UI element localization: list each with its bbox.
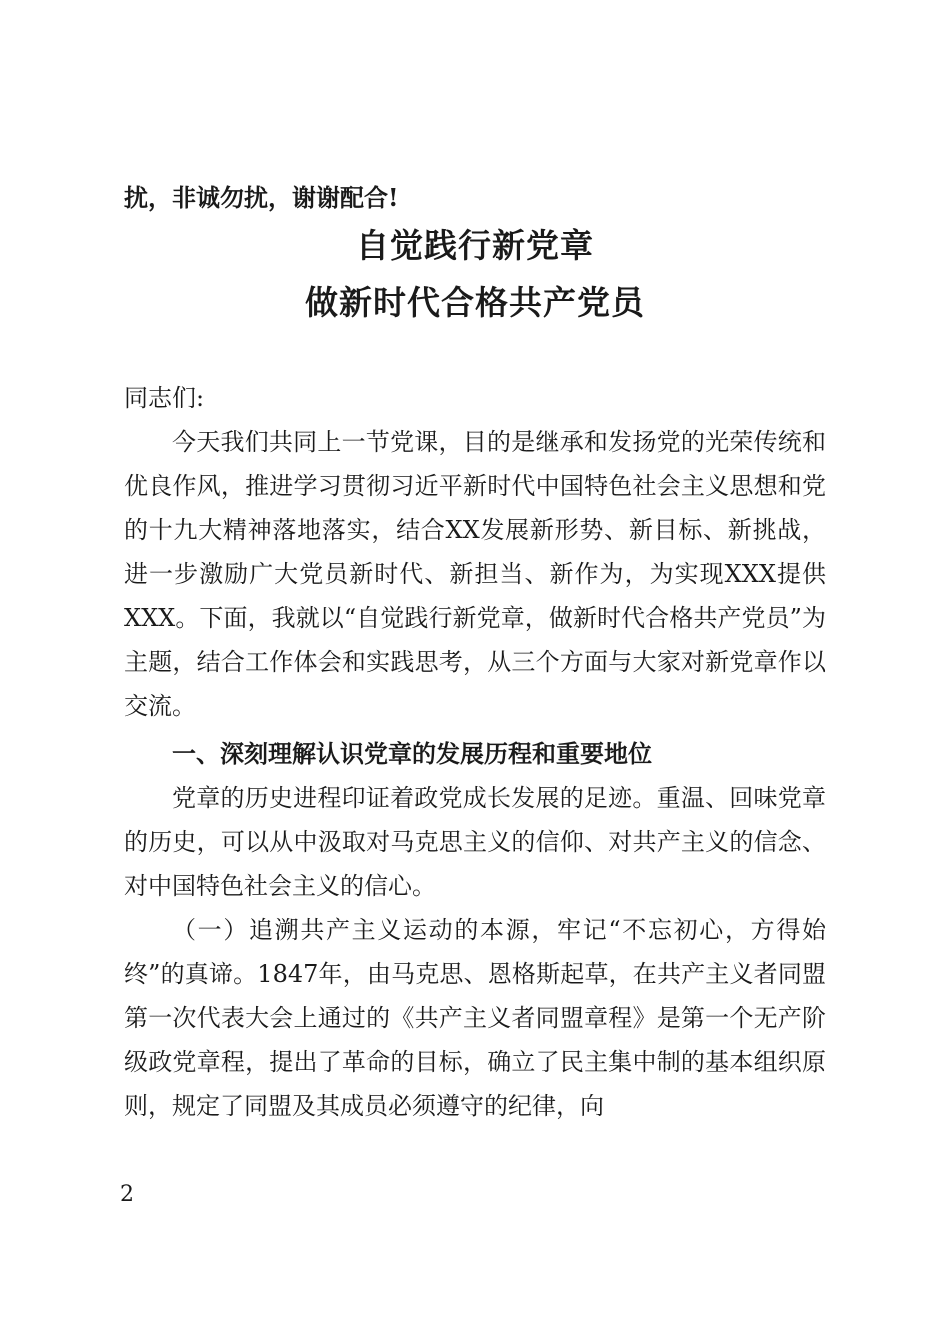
paragraph-origin: （一）追溯共产主义运动的本源，牢记“不忘初心，方得始终”的真谛。1847年，由马克思、恩格斯起草，在共产主义者同盟第一次代表大会上通过的《共产主义者同盟章程》是第一个无产阶级政党章程，提出了革命的目标，确立了民主集中制的基本组织原则，规定了同盟及其成员必须遵守的纪律，向 [124,916,826,1120]
notice-text: 扰，非诚勿扰，谢谢配合! [124,183,399,212]
section-heading-1: 一、深刻理解认识党章的发展历程和重要地位 [172,740,652,768]
title-line-2: 做新时代合格共产党员 [305,283,645,322]
paragraph-history: 党章的历史进程印证着政党成长发展的足迹。重温、回味党章的历史，可以从中汲取对马克思主义的信仰、对共产主义的信念、对中国特色社会主义的信心。 [124,784,826,900]
page-number: 2 [120,1182,134,1207]
salutation: 同志们: [124,384,205,412]
title-line-1: 自觉践行新党章 [356,226,594,265]
paragraph-intro: 今天我们共同上一节党课，目的是继承和发扬党的光荣传统和优良作风，推进学习贯彻习近平新时代中国特色社会主义思想和党的十九大精神落地落实，结合XX发展新形势、新目标、新挑战，进一步激励广大党员新时代、新担当、新作为，为实现XXX提供XXX。下面，我就以“自觉践行新党章，做新时代合格共产党员”为主题，结合工作体会和实践思考，从三个方面与大家对新党章作以交流。 [124,428,826,720]
